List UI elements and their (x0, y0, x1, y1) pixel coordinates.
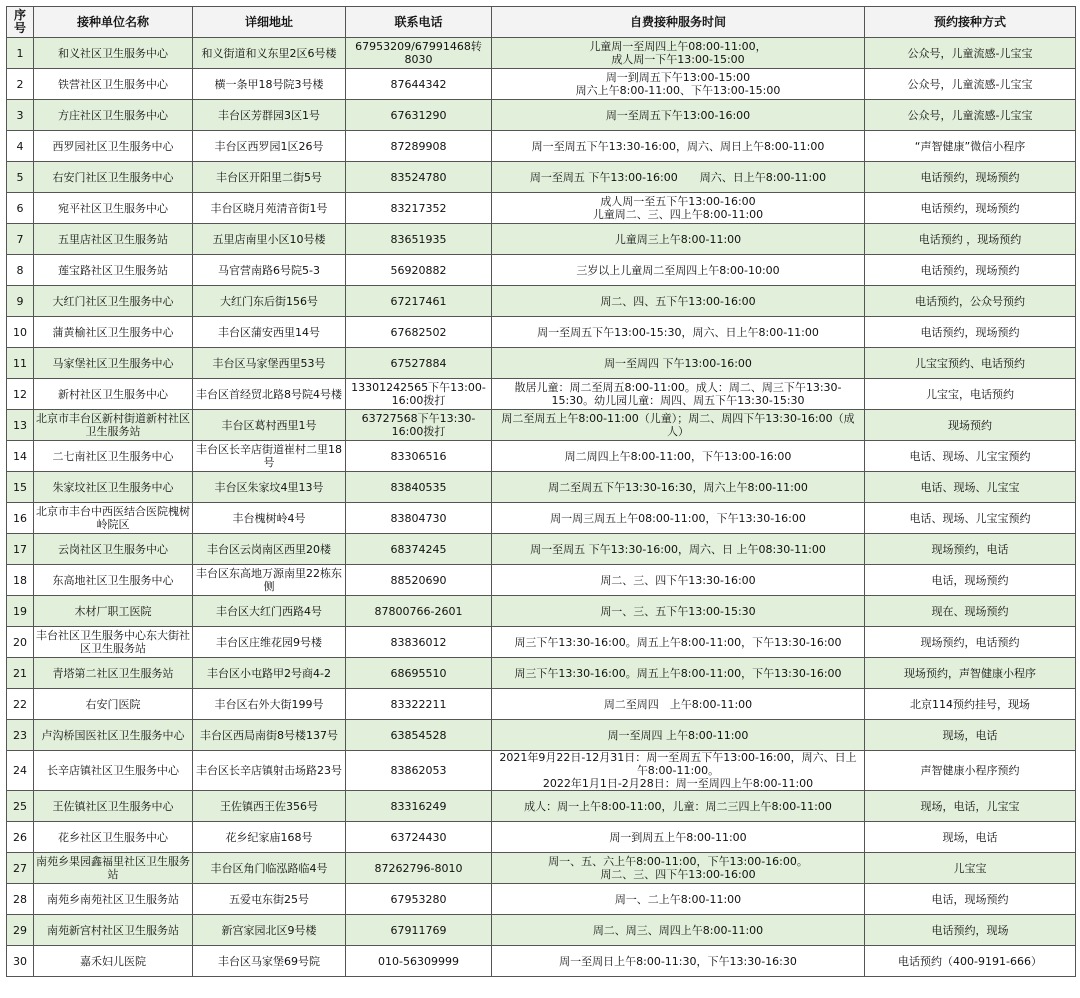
cell-service-time: 周二至周四 上午8:00-11:00 (492, 689, 865, 720)
cell-service-time: 周二至周五上午8:00-11:00（儿童）；周二、周四下午13:30-16:00（成人） (492, 410, 865, 441)
cell-index: 21 (7, 658, 34, 689)
cell-address: 丰台槐树岭4号 (193, 503, 346, 534)
cell-unit-name: 右安门医院 (34, 689, 193, 720)
cell-phone: 83651935 (346, 224, 492, 255)
cell-address: 丰台区蒲安西里14号 (193, 317, 346, 348)
cell-booking-method: 电话预约 ，现场预约 (865, 224, 1076, 255)
cell-address: 丰台区长辛店街道崔村二里18号 (193, 441, 346, 472)
table-row (7, 162, 1076, 193)
cell-address: 丰台区马家堡69号院 (193, 946, 346, 977)
cell-unit-name: 王佐镇社区卫生服务中心 (34, 791, 193, 822)
cell-booking-method: 现场预约，电话 (865, 534, 1076, 565)
header-unit-name: 接种单位名称 (34, 7, 193, 38)
cell-index: 25 (7, 791, 34, 822)
cell-address: 丰台区西局南街8号楼137号 (193, 720, 346, 751)
cell-address: 新宫家园北区9号楼 (193, 915, 346, 946)
cell-index: 10 (7, 317, 34, 348)
cell-phone: 87800766-2601 (346, 596, 492, 627)
table-row (7, 317, 1076, 348)
cell-address: 丰台区首经贸北路8号院4号楼 (193, 379, 346, 410)
cell-phone: 83306516 (346, 441, 492, 472)
cell-booking-method: 儿宝宝，电话预约 (865, 379, 1076, 410)
cell-address: 丰台区东高地万源南里22栋东侧 (193, 565, 346, 596)
cell-booking-method: 现场，电话，儿宝宝 (865, 791, 1076, 822)
cell-booking-method: 电话、现场、儿宝宝 (865, 472, 1076, 503)
cell-service-time: 周一至周五下午13:00-15:30，周六、日上午8:00-11:00 (492, 317, 865, 348)
cell-phone: 83804730 (346, 503, 492, 534)
cell-address: 丰台区庄维花园9号楼 (193, 627, 346, 658)
cell-unit-name: 云岗社区卫生服务中心 (34, 534, 193, 565)
cell-phone: 83217352 (346, 193, 492, 224)
cell-phone: 83322211 (346, 689, 492, 720)
cell-unit-name: 南苑乡南苑社区卫生服务站 (34, 884, 193, 915)
cell-address: 大红门东后街156号 (193, 286, 346, 317)
cell-index: 14 (7, 441, 34, 472)
cell-unit-name: 南苑新宫村社区卫生服务站 (34, 915, 193, 946)
table-row (7, 534, 1076, 565)
cell-unit-name: 西罗园社区卫生服务中心 (34, 131, 193, 162)
cell-service-time: 周二周四上午8:00-11:00，下午13:00-16:00 (492, 441, 865, 472)
cell-index: 11 (7, 348, 34, 379)
cell-booking-method: 电话预约，公众号预约 (865, 286, 1076, 317)
cell-service-time: 周三下午13:30-16:00。周五上午8:00-11:00，下午13:30-16:00 (492, 658, 865, 689)
cell-booking-method: 现场预约 (865, 410, 1076, 441)
cell-service-time: 儿童周三上午8:00-11:00 (492, 224, 865, 255)
cell-booking-method: 电话预约，现场预约 (865, 193, 1076, 224)
cell-address: 丰台区朱家坟4里13号 (193, 472, 346, 503)
cell-phone: 63724430 (346, 822, 492, 853)
cell-address: 丰台区西罗园1区26号 (193, 131, 346, 162)
cell-service-time: 儿童周一至周四上午08:00-11:00， 成人周一下午13:00-15:00 (492, 38, 865, 69)
cell-service-time: 三岁以上儿童周二至周四上午8:00-10:00 (492, 255, 865, 286)
cell-unit-name: 朱家坟社区卫生服务中心 (34, 472, 193, 503)
cell-unit-name: 北京市丰台中西医结合医院槐树岭院区 (34, 503, 193, 534)
cell-phone: 67631290 (346, 100, 492, 131)
cell-index: 4 (7, 131, 34, 162)
cell-index: 9 (7, 286, 34, 317)
cell-service-time: 周一至周五 下午13:30-16:00，周六、日 上午08:30-11:00 (492, 534, 865, 565)
cell-booking-method: 北京114预约挂号，现场 (865, 689, 1076, 720)
cell-unit-name: 大红门社区卫生服务中心 (34, 286, 193, 317)
table-row (7, 69, 1076, 100)
cell-booking-method: 现在、现场预约 (865, 596, 1076, 627)
table-row (7, 286, 1076, 317)
cell-index: 13 (7, 410, 34, 441)
cell-booking-method: 电话预约，现场预约 (865, 162, 1076, 193)
cell-unit-name: 和义社区卫生服务中心 (34, 38, 193, 69)
table-row (7, 689, 1076, 720)
table-row (7, 627, 1076, 658)
cell-unit-name: 二七南社区卫生服务中心 (34, 441, 193, 472)
cell-service-time: 周一、二上午8:00-11:00 (492, 884, 865, 915)
cell-booking-method: “声智健康”微信小程序 (865, 131, 1076, 162)
cell-index: 1 (7, 38, 34, 69)
cell-address: 花乡纪家庙168号 (193, 822, 346, 853)
cell-address: 五里店南里小区10号楼 (193, 224, 346, 255)
cell-booking-method: 现场，电话 (865, 720, 1076, 751)
table-row (7, 596, 1076, 627)
cell-unit-name: 蒲黄榆社区卫生服务中心 (34, 317, 193, 348)
cell-index: 16 (7, 503, 34, 534)
cell-address: 丰台区云岗南区西里20楼 (193, 534, 346, 565)
table-row (7, 720, 1076, 751)
cell-phone: 68695510 (346, 658, 492, 689)
table-row (7, 946, 1076, 977)
table-row (7, 472, 1076, 503)
cell-address: 和义街道和义东里2区6号楼 (193, 38, 346, 69)
cell-address: 丰台区长辛店镇射击场路23号 (193, 751, 346, 791)
cell-address: 丰台区马家堡西里53号 (193, 348, 346, 379)
cell-booking-method: 公众号，儿童流感-儿宝宝 (865, 38, 1076, 69)
cell-booking-method: 电话，现场预约 (865, 884, 1076, 915)
cell-index: 20 (7, 627, 34, 658)
table-row (7, 884, 1076, 915)
cell-booking-method: 儿宝宝 (865, 853, 1076, 884)
cell-service-time: 周一至周五下午13:30-16:00，周六、周日上午8:00-11:00 (492, 131, 865, 162)
cell-address: 丰台区右外大街199号 (193, 689, 346, 720)
header-phone: 联系电话 (346, 7, 492, 38)
cell-phone: 83840535 (346, 472, 492, 503)
cell-phone: 63854528 (346, 720, 492, 751)
cell-phone: 67217461 (346, 286, 492, 317)
header-row (7, 7, 1076, 38)
table-row (7, 853, 1076, 884)
cell-unit-name: 南苑乡果园鑫福里社区卫生服务站 (34, 853, 193, 884)
cell-unit-name: 新村社区卫生服务中心 (34, 379, 193, 410)
cell-unit-name: 长辛店镇社区卫生服务中心 (34, 751, 193, 791)
cell-address: 丰台区晓月苑清音街1号 (193, 193, 346, 224)
cell-index: 6 (7, 193, 34, 224)
cell-address: 五爱屯东街25号 (193, 884, 346, 915)
table-row (7, 193, 1076, 224)
cell-service-time: 成人周一至五下午13:00-16:00 儿童周二、三、四上午8:00-11:00 (492, 193, 865, 224)
cell-phone: 87289908 (346, 131, 492, 162)
cell-booking-method: 电话预约（400-9191-666） (865, 946, 1076, 977)
table-row (7, 224, 1076, 255)
cell-address: 丰台区开阳里二街5号 (193, 162, 346, 193)
cell-service-time: 周一至周日上午8:00-11:30，下午13:30-16:30 (492, 946, 865, 977)
cell-index: 28 (7, 884, 34, 915)
cell-address: 横一条甲18号院3号楼 (193, 69, 346, 100)
cell-service-time: 散居儿童：周二至周五8:00-11:00。成人：周二、周三下午13:30-15:30。幼儿园儿童：周四、周五下午13:30-15:30 (492, 379, 865, 410)
cell-service-time: 周一到周五下午13:00-15:00 周六上午8:00-11:00、下午13:00-15:00 (492, 69, 865, 100)
cell-phone: 010-56309999 (346, 946, 492, 977)
cell-unit-name: 嘉禾妇儿医院 (34, 946, 193, 977)
cell-index: 18 (7, 565, 34, 596)
cell-phone: 67682502 (346, 317, 492, 348)
table-row (7, 658, 1076, 689)
table-row (7, 410, 1076, 441)
cell-index: 17 (7, 534, 34, 565)
cell-index: 5 (7, 162, 34, 193)
cell-service-time: 周二至周五下午13:30-16:30，周六上午8:00-11:00 (492, 472, 865, 503)
cell-booking-method: 电话预约，现场预约 (865, 317, 1076, 348)
cell-service-time: 周一至周五下午13:00-16:00 (492, 100, 865, 131)
cell-booking-method: 电话、现场、儿宝宝预约 (865, 441, 1076, 472)
cell-address: 马官营南路6号院5-3 (193, 255, 346, 286)
cell-booking-method: 电话预约，现场预约 (865, 255, 1076, 286)
cell-service-time: 2021年9月22日-12月31日：周一至周五下午13:00-16:00，周六、日上午8:00-11:00。 2022年1月1日-2月28日：周一至周四上午8:00-11:00 (492, 751, 865, 791)
cell-unit-name: 木材厂职工医院 (34, 596, 193, 627)
cell-booking-method: 儿宝宝预约、电话预约 (865, 348, 1076, 379)
vaccination-sites-table-container (6, 6, 1075, 977)
cell-service-time: 周一至周四 下午13:00-16:00 (492, 348, 865, 379)
cell-phone: 13301242565下午13:00-16:00拨打 (346, 379, 492, 410)
table-row (7, 565, 1076, 596)
cell-index: 15 (7, 472, 34, 503)
cell-service-time: 周一到周五上午8:00-11:00 (492, 822, 865, 853)
cell-phone: 63727568下午13:30-16:00拨打 (346, 410, 492, 441)
table-row (7, 441, 1076, 472)
cell-phone: 83836012 (346, 627, 492, 658)
cell-unit-name: 花乡社区卫生服务中心 (34, 822, 193, 853)
cell-booking-method: 现场预约，声智健康小程序 (865, 658, 1076, 689)
cell-booking-method: 现场，电话 (865, 822, 1076, 853)
cell-address: 丰台区大红门西路4号 (193, 596, 346, 627)
cell-unit-name: 北京市丰台区新村街道新村社区卫生服务站 (34, 410, 193, 441)
cell-unit-name: 五里店社区卫生服务站 (34, 224, 193, 255)
cell-phone: 67911769 (346, 915, 492, 946)
cell-address: 丰台区小屯路甲2号商4-2 (193, 658, 346, 689)
cell-booking-method: 公众号，儿童流感-儿宝宝 (865, 69, 1076, 100)
cell-service-time: 成人：周一上午8:00-11:00，儿童：周二三四上午8:00-11:00 (492, 791, 865, 822)
cell-booking-method: 公众号，儿童流感-儿宝宝 (865, 100, 1076, 131)
header-index: 序号 (7, 7, 34, 38)
cell-index: 27 (7, 853, 34, 884)
vaccination-sites-table (6, 6, 1076, 977)
cell-service-time: 周一周三周五上午08:00-11:00，下午13:30-16:00 (492, 503, 865, 534)
cell-index: 12 (7, 379, 34, 410)
table-row (7, 915, 1076, 946)
cell-phone: 88520690 (346, 565, 492, 596)
cell-phone: 68374245 (346, 534, 492, 565)
cell-phone: 67953209/67991468转8030 (346, 38, 492, 69)
cell-booking-method: 电话预约，现场 (865, 915, 1076, 946)
cell-unit-name: 宛平社区卫生服务中心 (34, 193, 193, 224)
header-booking-method: 预约接种方式 (865, 7, 1076, 38)
cell-unit-name: 莲宝路社区卫生服务站 (34, 255, 193, 286)
table-row (7, 751, 1076, 791)
cell-unit-name: 马家堡社区卫生服务中心 (34, 348, 193, 379)
table-row (7, 503, 1076, 534)
cell-address: 丰台区芳群园3区1号 (193, 100, 346, 131)
cell-index: 22 (7, 689, 34, 720)
cell-booking-method: 电话，现场预约 (865, 565, 1076, 596)
cell-address: 丰台区角门临泓路临4号 (193, 853, 346, 884)
table-row (7, 791, 1076, 822)
cell-phone: 56920882 (346, 255, 492, 286)
cell-phone: 87262796-8010 (346, 853, 492, 884)
cell-service-time: 周三下午13:30-16:00。周五上午8:00-11:00，下午13:30-16:00 (492, 627, 865, 658)
cell-index: 30 (7, 946, 34, 977)
cell-booking-method: 声智健康小程序预约 (865, 751, 1076, 791)
table-row (7, 379, 1076, 410)
cell-index: 19 (7, 596, 34, 627)
cell-index: 24 (7, 751, 34, 791)
header-address: 详细地址 (193, 7, 346, 38)
table-row (7, 100, 1076, 131)
cell-index: 29 (7, 915, 34, 946)
table-row (7, 348, 1076, 379)
cell-service-time: 周一至周四 上午8:00-11:00 (492, 720, 865, 751)
cell-unit-name: 方庄社区卫生服务中心 (34, 100, 193, 131)
cell-booking-method: 电话、现场、儿宝宝预约 (865, 503, 1076, 534)
cell-service-time: 周一、三、五下午13:00-15:30 (492, 596, 865, 627)
cell-address: 丰台区葛村西里1号 (193, 410, 346, 441)
cell-phone: 83524780 (346, 162, 492, 193)
cell-phone: 67527884 (346, 348, 492, 379)
cell-unit-name: 卢沟桥国医社区卫生服务中心 (34, 720, 193, 751)
cell-service-time: 周二、周三、周四上午8:00-11:00 (492, 915, 865, 946)
cell-service-time: 周一至周五 下午13:00-16:00 周六、日上午8:00-11:00 (492, 162, 865, 193)
cell-phone: 83316249 (346, 791, 492, 822)
header-service-time: 自费接种服务时间 (492, 7, 865, 38)
cell-unit-name: 青塔第二社区卫生服务站 (34, 658, 193, 689)
cell-index: 3 (7, 100, 34, 131)
cell-unit-name: 右安门社区卫生服务中心 (34, 162, 193, 193)
cell-unit-name: 丰台社区卫生服务中心东大街社区卫生服务站 (34, 627, 193, 658)
cell-service-time: 周二、三、四下午13:30-16:00 (492, 565, 865, 596)
cell-index: 23 (7, 720, 34, 751)
cell-address: 王佐镇西王佐356号 (193, 791, 346, 822)
table-row (7, 255, 1076, 286)
table-row (7, 822, 1076, 853)
cell-unit-name: 铁营社区卫生服务中心 (34, 69, 193, 100)
cell-service-time: 周一、五、六上午8:00-11:00，下午13:00-16:00。 周二、三、四下午13:00-16:00 (492, 853, 865, 884)
cell-index: 7 (7, 224, 34, 255)
cell-unit-name: 东高地社区卫生服务中心 (34, 565, 193, 596)
cell-index: 26 (7, 822, 34, 853)
table-row (7, 131, 1076, 162)
cell-index: 2 (7, 69, 34, 100)
cell-booking-method: 现场预约，电话预约 (865, 627, 1076, 658)
cell-index: 8 (7, 255, 34, 286)
cell-phone: 83862053 (346, 751, 492, 791)
table-row (7, 38, 1076, 69)
cell-service-time: 周二、四、五下午13:00-16:00 (492, 286, 865, 317)
table-body (7, 38, 1076, 977)
cell-phone: 87644342 (346, 69, 492, 100)
cell-phone: 67953280 (346, 884, 492, 915)
